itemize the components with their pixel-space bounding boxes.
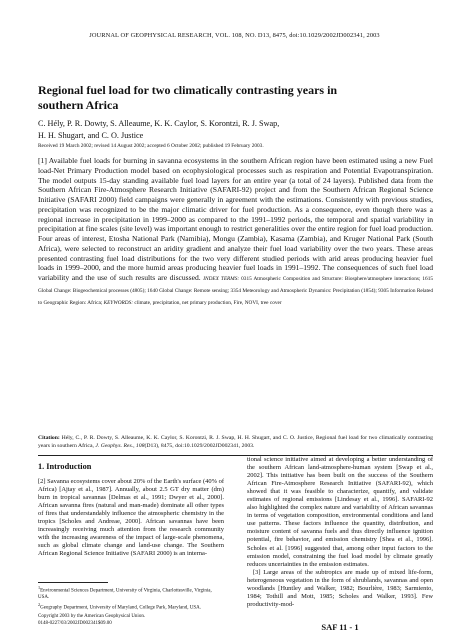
- section-heading-introduction: 1. Introduction: [38, 462, 92, 471]
- author-line-1: C. Hély, P. R. Dowty, S. Alleaume, K. K. Caylor, S. Korontzi, R. J. Swap,: [38, 119, 280, 128]
- citation-block: [38, 435, 433, 450]
- footnotes: [38, 585, 224, 612]
- column-left: [38, 478, 224, 558]
- running-header: JOURNAL OF GEOPHYSICAL RESEARCH, VOL. 108, NO. D13, 8475, doi:10.1029/2002JD002341, 2003: [89, 32, 380, 39]
- citation-journal: J. Geophys. Res., 108: [95, 442, 145, 449]
- citation-tail: (D13), 8475, doi:10.1029/2002JD002341, 2003.: [144, 442, 255, 449]
- column-right: [247, 456, 433, 609]
- citation-label: Citation:: [38, 435, 60, 441]
- author-line-2: H. H. Shugart, and C. O. Justice: [38, 130, 144, 140]
- received-dates: Received 19 March 2002; revised 14 August 2002; accepted 6 October 2002; published 19 February 2003.: [38, 143, 264, 149]
- intro-paragraph-2: [3] Large areas of the subtropics are made up of mixed life-form, heterogeneous vegetation in the form of shrublands, savannas and open woodlands [Huntley and Walker, 1982; Bourlière, 1983; Sarmiento, 1984; Tothill and Mott, 1985; Scholes and Walker, 1993]. Few productivity-mod-: [247, 568, 433, 608]
- abstract: [38, 156, 433, 308]
- footnote-divider: [38, 582, 108, 583]
- keywords-label: KEYWORDS:: [103, 299, 134, 306]
- keywords: climate, precipitation, net primary production, Fire, NOVI, tree cover: [134, 299, 282, 306]
- intro-paragraph-1: [2] Savanna ecosystems cover about 20% of the Earth's surface (40% of Africa) [Ajtay et al., 1987]. Annually, about 2.5 GT dry matter (dm) burn in tropical savannas [Delmas et al., 1991; Dwyer et al., 2000]. African savanna fires (natural and man-made) dominate all other types of fires that understandably influence the atmospheric chemistry in the tropics [Scholes and Andreae, 2000]. African savannas have been increasingly receiving much attention from the research community with the increasing awareness of the impact of large-scale phenomena, such as global climate change and land-use change. The Southern African Regional Science Initiative (SAFARI 2000) is an interna-: [38, 478, 224, 558]
- page-folio: SAF 11 - 1: [321, 622, 359, 632]
- copyright-notice: Copyright 2003 by the American Geophysical Union. 0148-0227/03/2002JD002341$09.00: [38, 614, 146, 626]
- paper-title: Regional fuel load for two climatically contrasting years in southern Africa: [38, 83, 338, 112]
- abstract-paragraph-number: [1]: [38, 156, 47, 165]
- index-terms: 0315 Atmospheric Composition and Structure: Biosphere/atmosphere interactions; 1615 Global Change: Biogeochemical processes (4805); 1640 Global Change: Remote sensing; 3354 Meteorology and Atmospheric Dynamics: Precipitation (1854); 9305 Information Related to Geographic Region: Africa;: [38, 276, 433, 306]
- abstract-text: Available fuel loads for burning in savanna ecosystems in the southern African region have been estimated using a new Fuel load-Net Primary Production model based on ecophysiological processes such as respiration and Potential Evapotranspiration. The model outputs 15-day standing available fuel load layers for an entire year (a total of 24 layers). Published data from the Southern African Fire-Atmosphere Research Initiative (SAFARI-92) project and from the Southern African Regional Science Initiative (SAFARI 2000) field campaigns were generally in agreement with the estimations. Consistently with previous studies, precipitation was recognized to be the major climatic driver for fuel production. As a consequence, even though there was a regional increase in precipitation in 1999–2000 as compared to the 1991–1992 periods, the temporal and spatial variability in precipitation at fine scales (site level) was important enough to restrict generalities over the entire region for fuel load production. Four areas of interest, Etosha National Park (Namibia), Mongu (Zambia), Kasama (Zambia), and Kruger National Park (South Africa), were selected to reconstruct an aridity gradient and analyze their fuel load variability over the two years. These areas presented contrasting fuel load distributions for the two very different studied periods with arid areas producing heavier fuel loads in 1999–2000, and the more humid areas producing heavier fuel loads in 1991–1992. The consequences of such fuel load variability and the use of such results are discussed.: [38, 156, 433, 282]
- author-list: [38, 118, 438, 141]
- intro-paragraph-1-continued: tional science initiative aimed at developing a better understanding of the southern African land-atmosphere-human system [Swap et al., 2002]. This initiative has been built on the success of the Southern African Fire-Atmosphere Research Initiative (SAFARI-92), which showed that it was feasible to characterize, quantify, and validate estimates of regional emissions [Lindesay et al., 1996]. SAFARI-92 also highlighted the complex nature and variability of African savannas in terms of vegetation composition, environmental conditions and land use patterns. These factors influence the quantity, distribution, and moisture content of savanna fuels and thus directly influence ignition potential, fire behavior, and emission chemistry [Shea et al., 1996]. Scholes et al. [1996] suggested that, among other input factors to the emission model, constraining the fuel load model by climate greatly reduces uncertainties in the emission estimates.: [247, 456, 433, 568]
- footnote-2: $^2$Geography Department, University of Maryland, College Park, Maryland, USA.: [38, 601, 202, 611]
- footnote-1: $^1$Environmental Sciences Department, University of Virginia, Charlottesville, Virginia, USA.: [38, 585, 212, 601]
- index-terms-label: INDEX TERMS:: [203, 276, 240, 282]
- citation-text: Hély, C., P. R. Dowty, S. Alleaume, K. K. Caylor, S. Korontzi, R. J. Swap, H. H. Shugart, and C. O. Justice, Regional fuel load for two climatically contrasting years in southern Africa,: [38, 435, 433, 449]
